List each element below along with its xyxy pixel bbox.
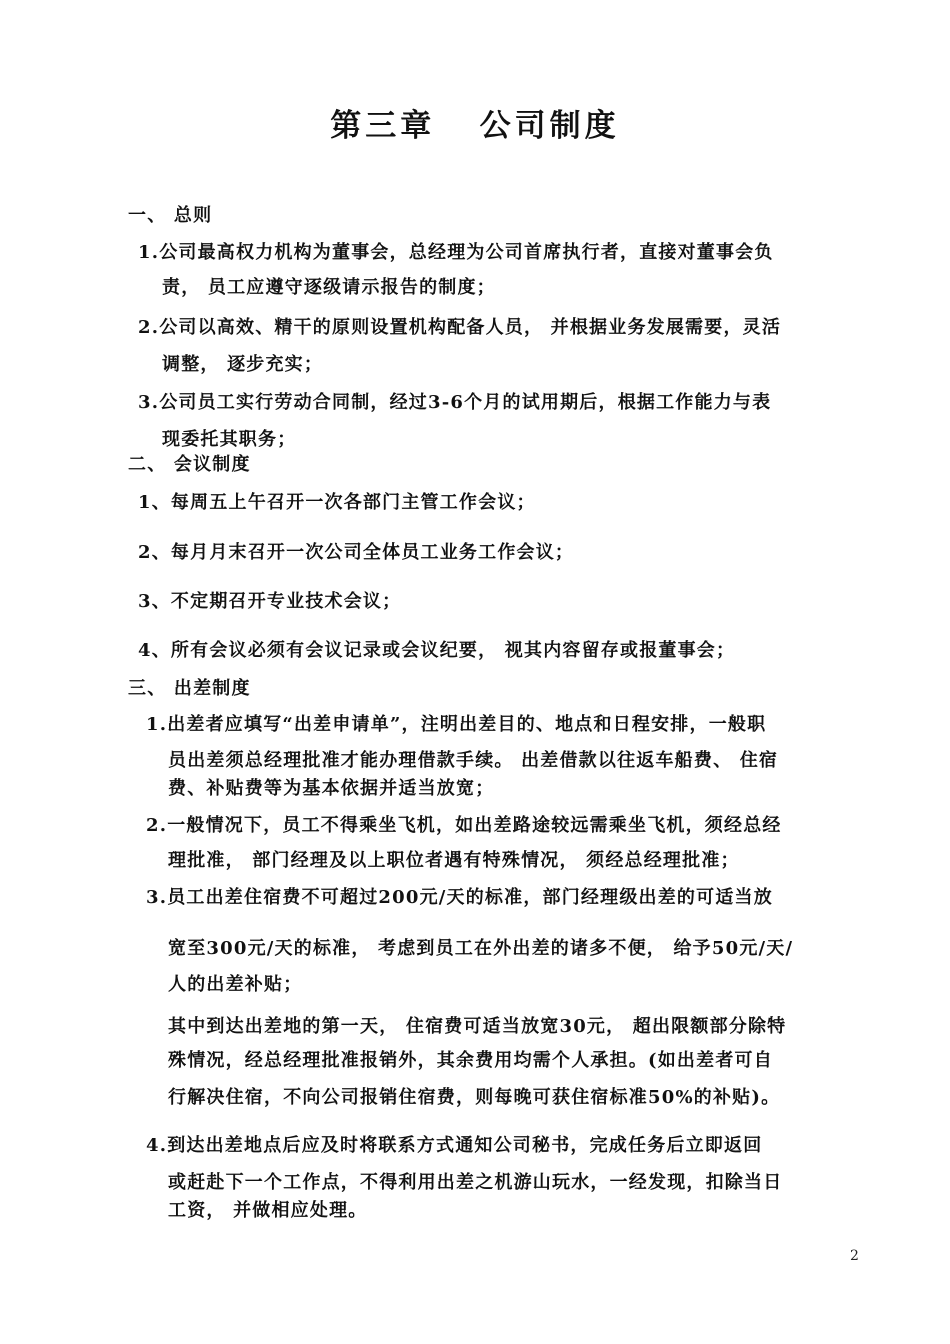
chapter-title: 第三章 公司制度 <box>330 108 620 144</box>
paragraph-line: 殊情况，经总经理批准报销外，其余费用均需个人承担。(如出差者可自 <box>168 1050 773 1071</box>
section-heading-meetings: 二、 会议制度 <box>128 454 251 475</box>
paragraph-line: 理批准， 部门经理及以上职位者遇有特殊情况， 须经总经理批准； <box>168 850 740 871</box>
paragraph-line: 调整， 逐步充实； <box>162 354 324 375</box>
page-number: 2 <box>850 1248 859 1264</box>
paragraph-line: 工资， 并做相应处理。 <box>168 1200 368 1221</box>
paragraph-line: 宽至300元/天的标准， 考虑到员工在外出差的诸多不便， 给予50元/天/ <box>168 938 794 959</box>
paragraph-line: 4.到达出差地点后应及时将联系方式通知公司秘书，完成任务后立即返回 <box>146 1135 763 1156</box>
paragraph-line: 人的出差补贴； <box>168 974 303 995</box>
paragraph-line: 1、每周五上午召开一次各部门主管工作会议； <box>138 492 536 513</box>
paragraph-line: 2.一般情况下，员工不得乘坐飞机，如出差路途较远需乘坐飞机，须经总经 <box>146 815 782 836</box>
paragraph-line: 员出差须总经理批准才能办理借款手续。 出差借款以往返车船费、 住宿 <box>168 750 779 771</box>
paragraph-line: 责， 员工应遵守逐级请示报告的制度； <box>162 277 496 298</box>
paragraph-line: 现委托其职务； <box>162 429 297 450</box>
paragraph-line: 费、补贴费等为基本依据并适当放宽； <box>168 778 495 799</box>
section-heading-business-travel: 三、 出差制度 <box>128 678 251 699</box>
paragraph-line: 行解决住宿，不向公司报销住宿费，则每晚可获住宿标准50%的补贴)。 <box>168 1087 781 1108</box>
paragraph-line: 2、每月月末召开一次公司全体员工业务工作会议； <box>138 542 575 563</box>
paragraph-line: 1.出差者应填写“出差申请单”，注明出差目的、地点和日程安排，一般职 <box>146 714 767 735</box>
section-heading-general: 一、 总则 <box>128 205 213 226</box>
paragraph-line: 1.公司最高权力机构为董事会，总经理为公司首席执行者，直接对董事会负 <box>138 242 774 263</box>
paragraph-line: 其中到达出差地的第一天， 住宿费可适当放宽30元， 超出限额部分除特 <box>168 1016 787 1037</box>
paragraph-line: 或赶赴下一个工作点，不得利用出差之机游山玩水，一经发现，扣除当日 <box>168 1172 783 1193</box>
paragraph-line: 4、所有会议必须有会议记录或会议纪要， 视其内容留存或报董事会； <box>138 640 736 661</box>
paragraph-line: 3、不定期召开专业技术会议； <box>138 591 402 612</box>
paragraph-line: 3.公司员工实行劳动合同制，经过3-6个月的试用期后，根据工作能力与表 <box>138 392 772 413</box>
paragraph-line: 2.公司以高效、精干的原则设置机构配备人员， 并根据业务发展需要，灵活 <box>138 317 782 338</box>
paragraph-line: 3.员工出差住宿费不可超过200元/天的标准，部门经理级出差的可适当放 <box>146 887 773 908</box>
